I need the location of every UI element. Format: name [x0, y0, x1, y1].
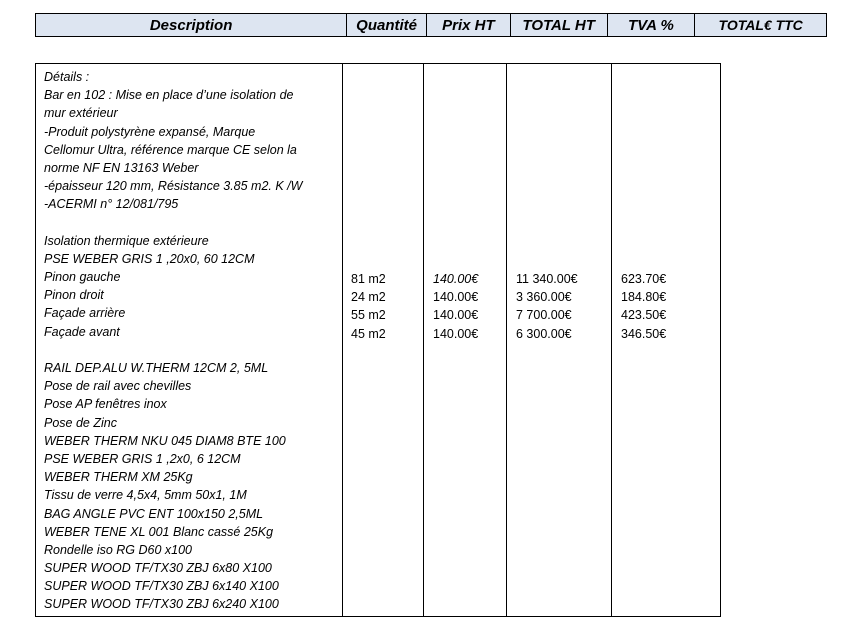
column-divider: [506, 64, 507, 616]
quantity-cell: 55 m2: [351, 308, 386, 323]
quantity-column: [351, 270, 386, 343]
total-ht-cell: 11 340.00€: [516, 272, 578, 286]
header-quantite: Quantité: [347, 14, 427, 36]
total-ht-cell: 6 300.00€: [516, 326, 572, 341]
detail-line: -Produit polystyrène expansé, Marque: [44, 124, 256, 139]
item-label: Pinon droit: [44, 288, 104, 303]
material-line: WEBER TENE XL 001 Blanc cassé 25Kg: [44, 524, 274, 539]
material-line: SUPER WOOD TF/TX30 ZBJ 6x80 X100: [44, 561, 272, 576]
detail-line: norme NF EN 13163 Weber: [44, 160, 199, 175]
header-total-ht: TOTAL HT: [511, 14, 608, 36]
section-product: PSE WEBER GRIS 1 ,20x0, 60 12CM: [44, 251, 255, 266]
price-cell: 140.00€: [433, 326, 479, 341]
quantity-cell: 81 m2: [351, 272, 386, 286]
detail-line: Bar en 102 : Mise en place d’une isolation de: [44, 88, 294, 103]
details-block: [44, 68, 344, 214]
material-line: SUPER WOOD TF/TX30 ZBJ 6x240 X100: [44, 597, 279, 612]
table-header: [35, 13, 827, 37]
total-ht-cell: 3 360.00€: [516, 290, 572, 305]
total-ht-column: [516, 270, 578, 343]
price-cell: 140.00€: [433, 272, 479, 286]
price-cell: 140.00€: [433, 290, 479, 305]
price-column: [433, 270, 478, 343]
detail-line: -épaisseur 120 mm, Résistance 3.85 m2. K /W: [44, 179, 303, 194]
material-line: Pose AP fenêtres inox: [44, 397, 167, 412]
material-line: PSE WEBER GRIS 1 ,2x0, 6 12CM: [44, 451, 241, 466]
header-prix-ht: Prix HT: [427, 14, 511, 36]
material-line: BAG ANGLE PVC ENT 100x150 2,5ML: [44, 506, 264, 521]
column-divider: [611, 64, 612, 616]
invoice-table: [35, 63, 721, 617]
material-line: Tissu de verre 4,5x4, 5mm 50x1, 1M: [44, 488, 247, 503]
header-total-ttc: TOTAL€ TTC: [718, 17, 803, 33]
section-title: Isolation thermique extérieure: [44, 233, 209, 248]
item-label: Façade arrière: [44, 306, 126, 321]
header-tva: TVA %: [608, 14, 696, 36]
detail-line: -ACERMI n° 12/081/795: [44, 197, 179, 212]
material-line: Pose de Zinc: [44, 415, 117, 430]
description-column: [44, 68, 344, 614]
detail-line: Cellomur Ultra, référence marque CE selon la: [44, 142, 297, 157]
price-cell: 140.00€: [433, 308, 479, 323]
material-line: SUPER WOOD TF/TX30 ZBJ 6x140 X100: [44, 579, 279, 594]
column-divider: [423, 64, 424, 616]
detail-line: mur extérieur: [44, 106, 118, 121]
item-label: Façade avant: [44, 324, 120, 339]
quantity-cell: 24 m2: [351, 290, 386, 305]
quantity-cell: 45 m2: [351, 326, 386, 341]
item-label: Pinon gauche: [44, 270, 121, 285]
tva-cell: 184.80€: [621, 290, 667, 305]
header-description: Description: [36, 14, 347, 36]
materials-list: [44, 359, 344, 614]
material-line: Pose de rail avec chevilles: [44, 379, 192, 394]
tva-cell: 623.70€: [621, 272, 667, 286]
tva-cell: 346.50€: [621, 326, 667, 341]
tva-column: [621, 270, 666, 343]
material-line: WEBER THERM NKU 045 DIAM8 BTE 100: [44, 433, 286, 448]
material-line: Rondelle iso RG D60 x100: [44, 542, 192, 557]
total-ht-cell: 7 700.00€: [516, 308, 572, 323]
material-line: RAIL DEP.ALU W.THERM 12CM 2, 5ML: [44, 361, 269, 375]
detail-line: Détails :: [44, 70, 90, 84]
material-line: WEBER THERM XM 25Kg: [44, 470, 193, 485]
tva-cell: 423.50€: [621, 308, 667, 323]
